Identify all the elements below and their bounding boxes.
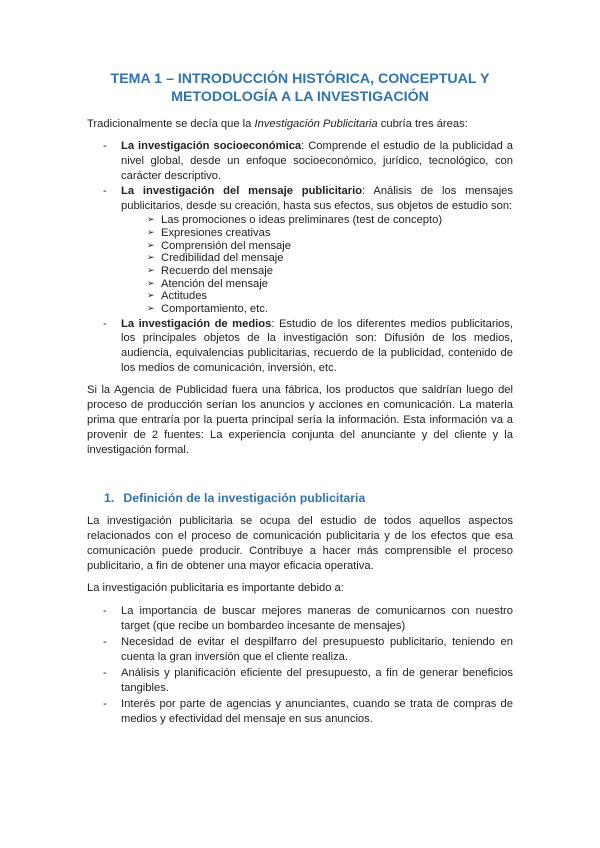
list-item: ➢ Recuerdo del mensaje — [147, 264, 273, 277]
list-item: ➢ Credibilidad del mensaje — [147, 252, 284, 265]
arrow-bullet-icon: ➢ — [147, 226, 155, 237]
area-item-medios — [121, 317, 513, 377]
area-item-text: : Análisis de los mensajes publicitarios, desde su creación, hasta sus efectos, sus objetos de estudio son: — [121, 185, 513, 213]
message-study-objects-list — [121, 214, 513, 315]
list-item: ➢ Las promociones o ideas preliminares (test de concepto) — [147, 214, 443, 227]
section-heading — [87, 490, 513, 506]
arrow-bullet-icon: ➢ — [147, 264, 155, 275]
intro-italic-term: Investigación Publicitaria — [254, 117, 378, 130]
list-item: - Análisis y planificación eficiente del presupuesto, a fin de generar beneficios tangibles. — [121, 666, 513, 696]
arrow-bullet-icon: ➢ — [147, 239, 155, 250]
arrow-bullet-icon: ➢ — [147, 214, 155, 225]
area-item-mensaje — [121, 184, 513, 315]
area-item-heading: La investigación socioeconómica — [121, 139, 302, 152]
reasons-list — [87, 604, 513, 726]
area-item-heading: La investigación del mensaje publicitario — [121, 185, 363, 198]
arrow-bullet-icon: ➢ — [147, 290, 155, 301]
area-item-text: : Comprende el estudio de la publicidad a nivel global, desde un enfoque socioeconómico, jurídico, tecnológico, con carácter descriptivo. — [121, 139, 513, 182]
page-title-line-2: METODOLOGÍA A LA INVESTIGACIÓN — [171, 89, 429, 106]
definition-paragraph: La investigación publicitaria se ocupa del estudio de todos aquellos aspectos relacionados con el proceso de comunicación publicitaria y de los efectos que esa comunicación puede producir. Contribuye a hacer más comprensible el proceso publicitario, a fin de obtener una mayor eficacia operativa. — [87, 514, 513, 572]
page-title-line-1: TEMA 1 – INTRODUCCIÓN HISTÓRICA, CONCEPTUAL Y — [110, 71, 490, 87]
arrow-bullet-icon: ➢ — [147, 252, 155, 263]
section-number: 1. — [104, 490, 115, 505]
arrow-bullet-icon: ➢ — [147, 277, 155, 288]
list-item: ➢ Comprensión del mensaje — [147, 239, 291, 252]
list-item: - La importancia de buscar mejores maneras de comunicarnos con nuestro target (que recibe un bombardeo incesante de mensajes) — [121, 604, 513, 634]
agency-paragraph: Si la Agencia de Publicidad fuera una fábrica, los productos que saldrían luego del proceso de producción serían los anuncios y acciones en comunicación. La materia prima que entraría por la puerta principal sería la información. Esta información va a provenir de 2 fuentes: La experiencia conjunta del anunciante y del cliente y la investigación formal. — [87, 384, 513, 456]
list-item: ➢ Expresiones creativas — [147, 226, 271, 239]
list-item: ➢ Atención del mensaje — [147, 277, 268, 290]
areas-list — [87, 139, 513, 376]
area-item-text: : Estudio de los diferentes medios publicitarios, los principales objetos de la investigación son: Difusión de los medios, audiencia, equivalencias publicitarias, recuerdo de la publicidad, contenido de los medios de comunicación, inversión, etc. — [121, 317, 513, 375]
list-item: ➢ Comportamiento, etc. — [147, 302, 268, 315]
list-item: - Interés por parte de agencias y anunciantes, cuando se trata de compras de medios y efectividad del mensaje en sus anuncios. — [121, 697, 513, 727]
area-item-socioeconomica — [121, 139, 513, 184]
area-item-heading: La investigación de medios — [121, 317, 272, 330]
list-item: ➢ Actitudes — [147, 290, 208, 303]
importance-paragraph: La investigación publicitaria es importante debido a: — [87, 582, 344, 595]
list-item: - Necesidad de evitar el despilfarro del presupuesto publicitario, teniendo en cuenta la gran inversión que el cliente realiza. — [121, 635, 513, 665]
intro-paragraph: Tradicionalmente se decía que la Investigación Publicitaria cubría tres áreas: — [87, 117, 468, 130]
page-title — [87, 70, 513, 107]
arrow-bullet-icon: ➢ — [147, 302, 155, 313]
section-title: Definición de la investigación publicitaria — [123, 490, 366, 505]
